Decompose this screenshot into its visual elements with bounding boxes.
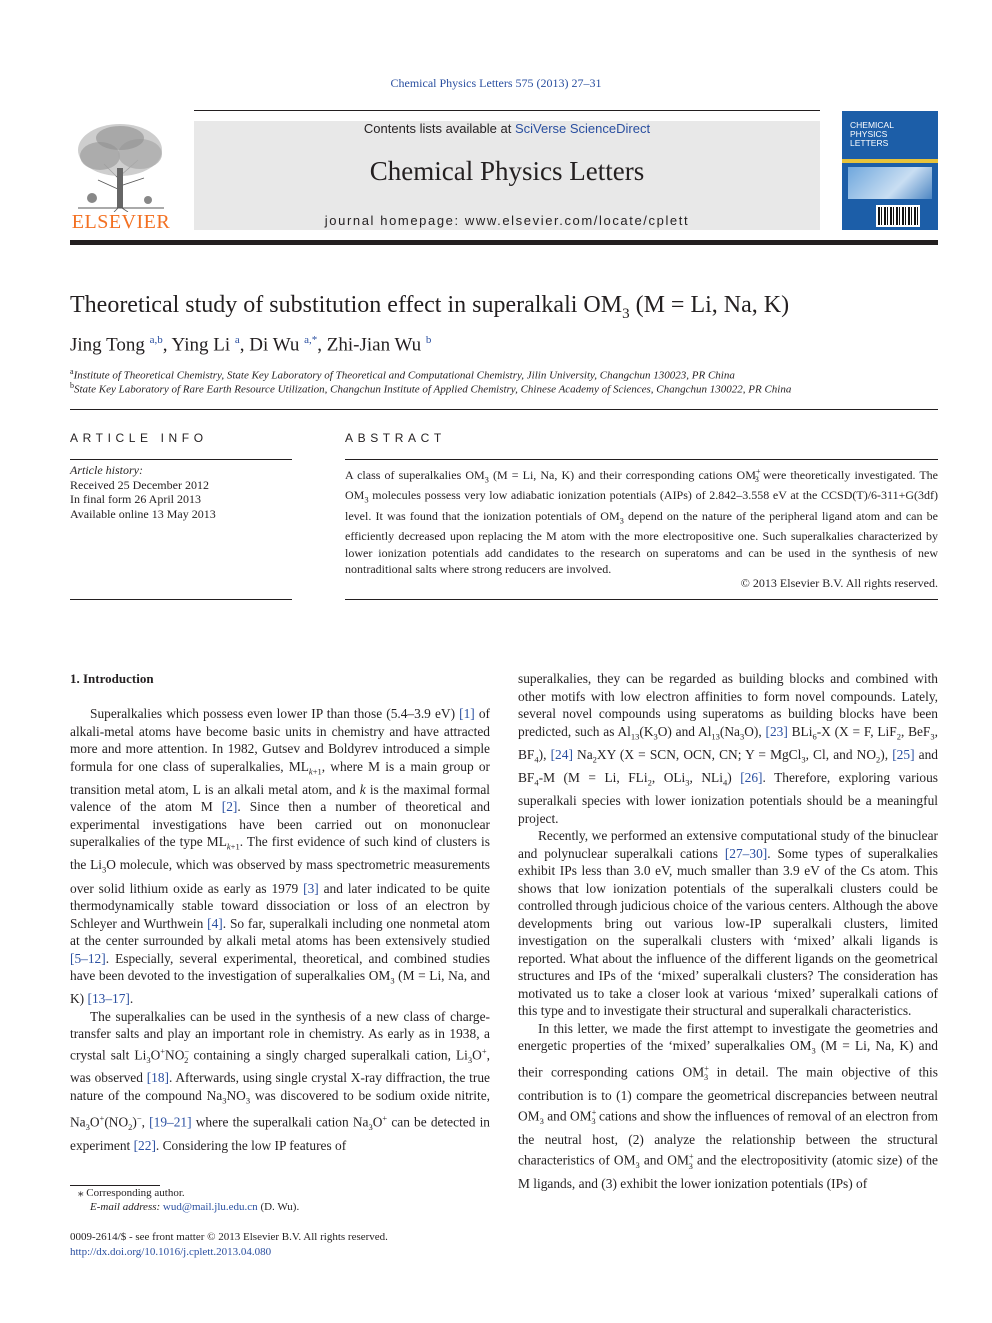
sciencedirect-link[interactable]: SciVerse ScienceDirect [514, 121, 651, 136]
reference-link[interactable]: [24] [550, 746, 573, 762]
author-affiliation-mark[interactable]: a,* [304, 334, 318, 346]
corresponding-author-note: ⁎ Corresponding author. [78, 1187, 185, 1199]
abstract-text: A class of superalkalies $OM_3$ (M = Li, Na, K) and their corresponding cations $OM^+_3$ were theoretically investigated. The $OM_3$ molecules possess very low adiabatic ionization potentials (AIPs) of 2.842–3.558 eV at the CCSD(T)/6-311+G(3df) level. It was found that the ionization potentials of $OM_3$ depend on the nature of the peripheral ligand atom and can be efficiently decreased upon replacing the M atom with the more electropositive one. Such superalkalies characterized by lower ionization potentials add candidates to the research on superatoms and can be used in the synthesis of new nontraditional salts where strong reducers are involved. [345, 466, 938, 576]
body-column-left: Superalkalies which possess even lower IP than those (5.4–3.9 eV) [1] of alkali-metal atoms have become basic units in chemistry and have attracted more and more attention. In 1982, Gutsev and Boldyrev introduced a simple formula for one class of superalkalies, $ML_{k+1}$, where M is a main group or transition metal atom, L is an alkali metal atom, and k is the maximal formal valence of the atom M [2]. Since then a number of theoretical and experimental investigations have been carried out on mononuclear superalkalies of the type $ML_{k+1}$. The first evidence of such kind of clusters is the $Li_3O$ molecule, which was observed by mass spectrometric measurements over solid lithium oxide as early as 1979 [3] and later indicated to be quite thermodynamically stable toward dissociation or loss of an electron by Schleyer and Wurthwein [4]. So far, superalkali including one nonmetal atom at the center surrounded by alkali metal atoms has been extensively studied [5–12]. Especially, several experimental, theoretical, and combined studies have been devoted to the investigation of superalkalies $OM_3$ (M = Li, Na, and K) [13–17]. The superalkalies can be used in the synthesis of a new class of charge-transfer salts and play an important role in chemistry. As early as in 1938, a crystal salt $Li_3O^+NO^-_2$ containing a singly charged superalkali cation, $Li_3O^+$, was observed [18]. Afterwards, using single crystal X-ray diffraction, the true nature of the compound $Na_3NO_3$ was discovered to be sodium oxide nitrite, $Na_3O^+(NO_2)^-$, [19–21] where the superalkali cation $Na_3O^+$ can be detected in experiment [22]. Considering the low IP features of [70, 706, 491, 1153]
copyright-line: © 2013 Elsevier B.V. All rights reserved. [740, 576, 938, 590]
reference-link[interactable]: [13–17] [87, 991, 130, 1007]
reference-link[interactable]: [4] [207, 915, 223, 931]
body-column-right: superalkalies, they can be regarded as building blocks and combined with other motifs with low electron affinities to form novel compounds. Lately, several novel compounds using superatoms as building blocks have been predicted, such as $Al_{13}(K_3O)$ and $Al_{13}(Na_3O)$, [23] BLi$_6$-X (X = F, LiF$_2$, BeF$_3$, $BF_4$), [24] $Na_2XY$ (X = SCN, OCN, CN; Y = MgCl$_3$, Cl, and $NO_2$), [25] and $BF_4-M$ (M = Li, FLi$_2$, OLi$_3$, NLi$_4$) [26]. Therefore, exploring various superalkali species with lower ionization potentials should be a meaningful project. Recently, we performed an extensive computational study of the binuclear and polynuclear superalkali cations [27–30]. Some types of superalkalies exhibit IPs less than 3.0 eV, much smaller than 3.9 eV of the Cs atom. This shows that low ionization potentials of the superalkali clusters could be controlled through judicious choice of the various centers. Although the above developments bring out various low-IP superalkali clusters, limited investigation on the superalkali clusters with ‘mixed’ alkali ligands is reported. What about the influence of the different ligands on the geometrical structures and IPs of the ‘mixed’ superalkali clusters? The consideration has motivated us to take a closer look at various ‘mixed’ superalkali cations of this type and to investigate their structural and superalkali characteristics. In this letter, we made the first attempt to investigate the geometries and energetic properties of the ‘mixed’ superalkalies $OM_3$ (M = Li, Na, K) and their corresponding cations $OM^+_3$ in detail. The main objective of this contribution is to (1) compare the geometrical discrepancies between neutral $OM_3$ and $OM^+_3$ cations and show the influences of removal of an electron from the neutral host, (2) analyze the relationship between the structural characteristics of $OM_3$ and $OM^+_3$ and the electropositivity (atomic size) of the M ligands, and (3) exhibit the lower ionization potentials (IPs) of [518, 671, 939, 1192]
author-affiliation-mark[interactable]: b [425, 334, 432, 346]
contents-line [194, 121, 820, 136]
author[interactable]: Zhi-Jian Wu [326, 334, 426, 356]
article-info-heading: ARTICLE INFO [70, 431, 208, 445]
author-list: Jing Tong $^{a,b}$, Ying Li $^a$, Di Wu $^{a,*}$, Zhi-Jian Wu $^b$ [70, 334, 432, 356]
reference-link[interactable]: [3] [303, 880, 319, 896]
elsevier-logo [70, 120, 172, 232]
abstract-rule [345, 459, 938, 460]
article-info-bottom-rule [70, 599, 292, 600]
article-info-rule [70, 459, 292, 460]
reference-link[interactable]: [22] [133, 1137, 156, 1153]
journal-homepage[interactable]: journal homepage: www.elsevier.com/locate/cplett [324, 213, 690, 228]
barcode-icon [878, 207, 918, 225]
reference-link[interactable]: [5–12] [70, 950, 106, 966]
article-title: Theoretical study of substitution effect in superalkali $OM_3$ (M = Li, Na, K) [70, 292, 790, 322]
cover-title: CHEMICAL PHYSICS LETTERS [850, 120, 894, 148]
author-affiliation-mark[interactable]: a [234, 334, 240, 346]
section-heading-introduction: 1. Introduction [70, 671, 154, 686]
reference-link[interactable]: [2] [221, 799, 238, 815]
reference-link[interactable]: [18] [146, 1070, 169, 1086]
doi-link[interactable]: http://dx.doi.org/10.1016/j.cplett.2013.04.080 [70, 1246, 272, 1258]
issn-line: 0009-2614/$ - see front matter © 2013 Elsevier B.V. All rights reserved. [70, 1231, 388, 1243]
author[interactable]: Di Wu [249, 334, 305, 356]
reference-link[interactable]: [26] [740, 769, 763, 785]
header-thick-rule [70, 240, 938, 245]
elsevier-tree-icon [70, 120, 172, 212]
article-history: Article history: Received 25 December 2012 In final form 26 April 2013 Available online 13 May 2013 [70, 463, 216, 521]
author[interactable]: Ying Li [171, 334, 235, 356]
header-top-rule [194, 110, 820, 111]
author-affiliation-mark[interactable]: a,b [149, 334, 163, 346]
email-link[interactable]: wud@mail.jlu.edu.cn [162, 1201, 258, 1213]
email-note: E-mail address: wud@mail.jlu.edu.cn (D. Wu). [90, 1201, 300, 1213]
reference-link[interactable]: [1] [459, 706, 475, 721]
cover-image [848, 167, 932, 199]
reference-link[interactable]: [27–30] [724, 845, 768, 861]
journal-name: Chemical Physics Letters [369, 156, 645, 186]
affiliation-a: $^a$Institute of Theoretical Chemistry, State Key Laboratory of Theoretical and Computational Chemistry, Jilin University, Changchun 130023, PR China [70, 367, 735, 382]
asterisk-mark: ⁎ [78, 1187, 84, 1199]
cover-strip [842, 159, 938, 163]
abstract-bottom-rule [345, 599, 938, 600]
journal-citation[interactable]: Chemical Physics Letters 575 (2013) 27–31 [390, 76, 602, 90]
contents-prefix: Contents lists available at [363, 121, 515, 136]
affiliation-b: $^b$State Key Laboratory of Rare Earth Resource Utilization, Changchun Institute of Applied Chemistry, Chinese Academy of Sciences, Changchun 130022, PR China [70, 381, 792, 396]
reference-link[interactable]: [23] [765, 723, 788, 739]
journal-cover-thumbnail[interactable] [842, 111, 938, 230]
author[interactable]: Jing Tong [70, 334, 150, 356]
reference-link[interactable]: [19–21] [149, 1114, 192, 1130]
elsevier-wordmark: ELSEVIER [71, 211, 171, 233]
section-separator [70, 409, 938, 410]
abstract-heading: ABSTRACT [345, 431, 446, 445]
reference-link[interactable]: [25] [892, 746, 915, 762]
